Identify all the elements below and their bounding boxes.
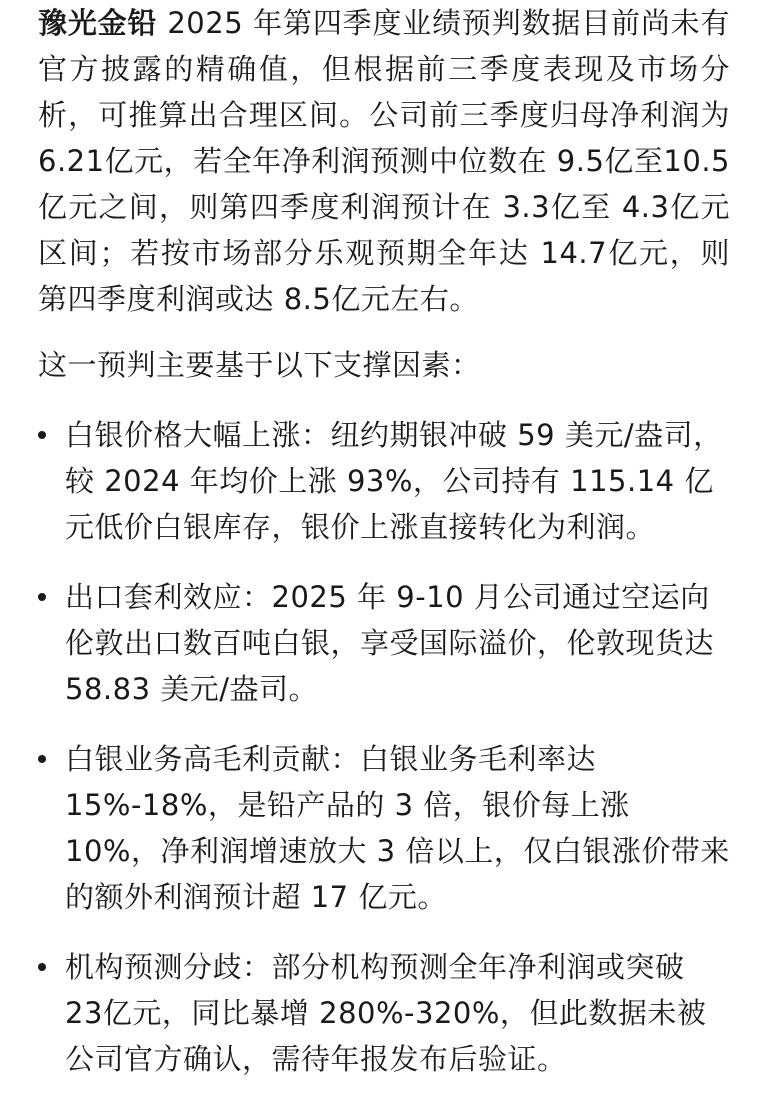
bullet-dot-icon — [38, 963, 46, 971]
factor-item — [38, 736, 730, 920]
factor-item — [38, 944, 730, 1082]
intro-paragraph — [38, 0, 730, 322]
bullet-dot-icon — [38, 593, 46, 601]
factor-item — [38, 412, 730, 550]
factor-text: 出口套利效应：2025 年 9-10 月公司通过空运向伦敦出口数百吨白银，享受国际溢价，伦敦现货达 58.83 美元/盎司。 — [65, 580, 715, 706]
intro-body: 2025 年第四季度业绩预判数据目前尚未有官方披露的精确值，但根据前三季度表现及市场分析，可推算出合理区间。公司前三季度归母净利润为 6.21亿元，若全年净利润预测中位数在 9.5亿至10.5亿元之间，则第四季度利润预计在 3.3亿至 4.3亿元区间；若按市场部分乐观预期全年达 14.7亿元，则第四季度利润或达 8.5亿元左右。 — [38, 6, 730, 316]
lead-sentence: 这一预判主要基于以下支撑因素： — [38, 348, 481, 382]
bullet-dot-icon — [38, 431, 46, 439]
factor-list — [38, 412, 730, 1082]
bullet-dot-icon — [38, 755, 46, 763]
factor-item — [38, 574, 730, 712]
factor-text: 白银价格大幅上涨：纽约期银冲破 59 美元/盎司，较 2024 年均价上涨 93%，公司持有 115.14 亿元低价白银库存，银价上涨直接转化为利润。 — [65, 418, 723, 544]
factor-text: 机构预测分歧：部分机构预测全年净利润或突破 23亿元，同比暴增 280%-320%，但此数据未被公司官方确认，需待年报发布后验证。 — [65, 950, 707, 1076]
company-name: 豫光金铅 — [38, 6, 158, 40]
factor-text: 白银业务高毛利贡献：白银业务毛利率达 15%-18%，是铅产品的 3 倍，银价每上涨 10%，净利润增速放大 3 倍以上，仅白银涨价带来的额外利润预计超 17 亿元。 — [65, 742, 730, 914]
